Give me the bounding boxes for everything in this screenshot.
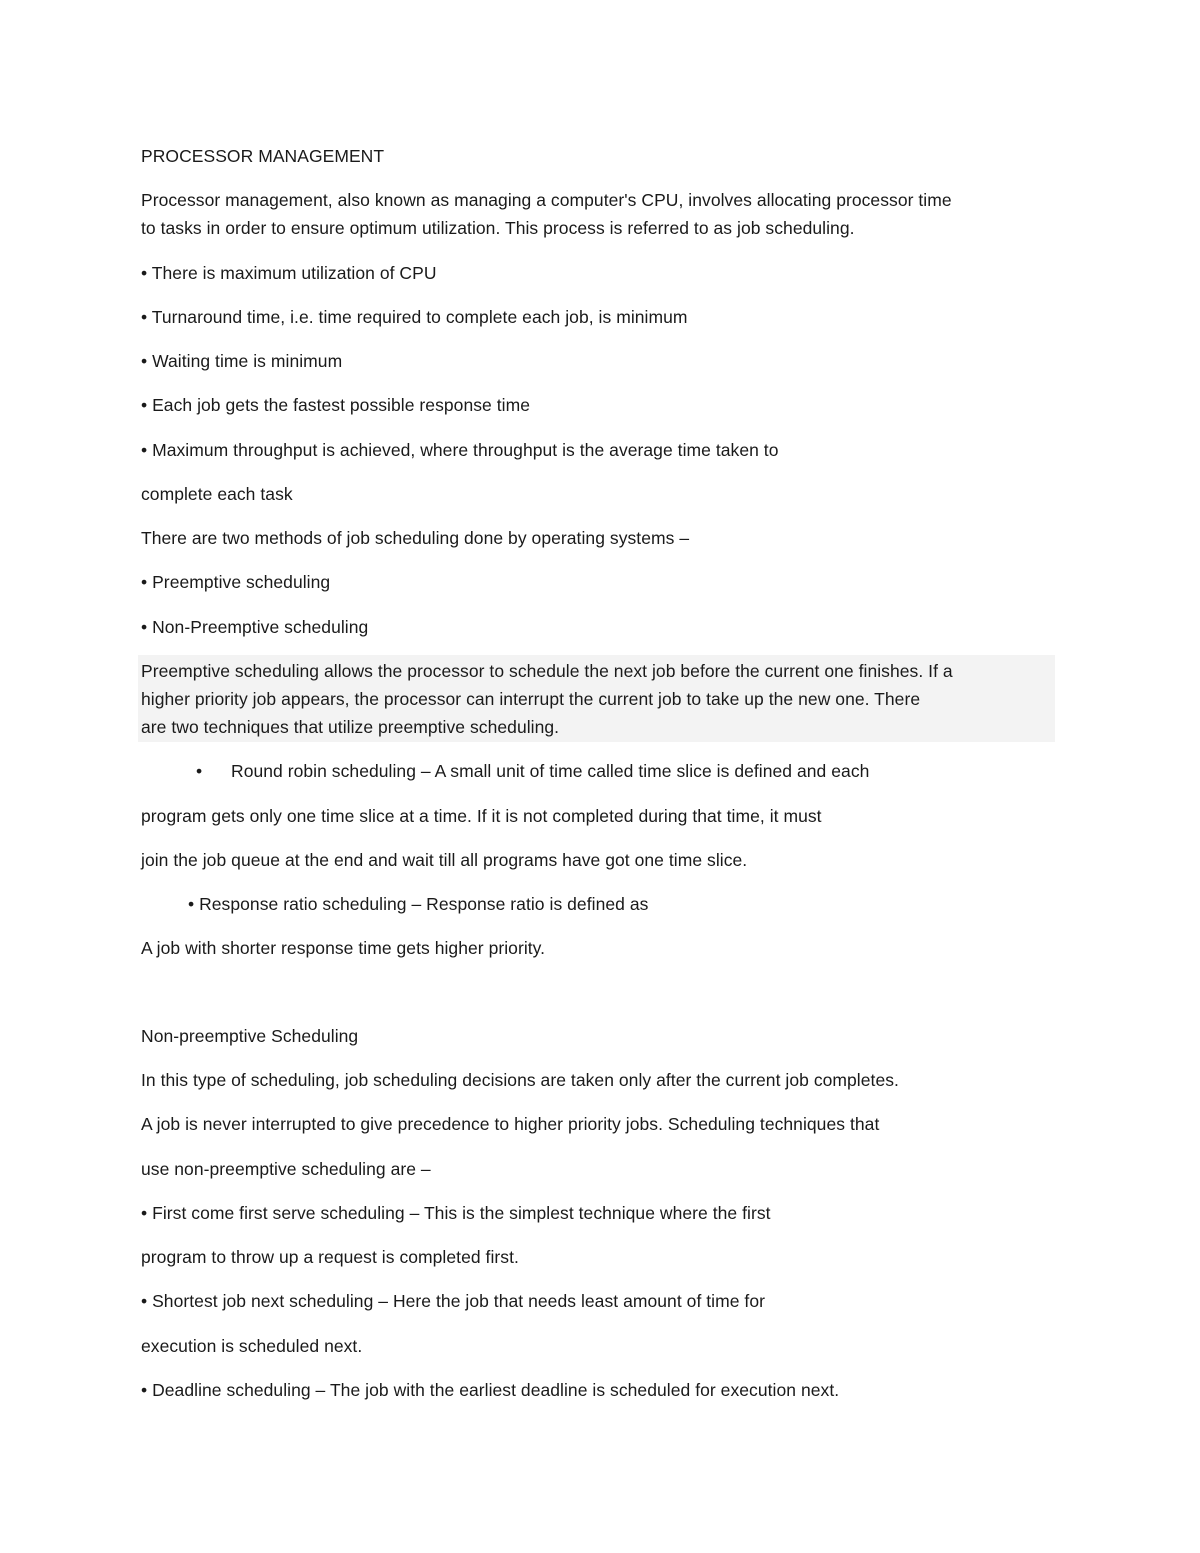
goal-item: • Each job gets the fastest possible response time bbox=[141, 395, 530, 415]
response-ratio-item: • Response ratio scheduling – Response ratio is defined as bbox=[188, 894, 649, 914]
intro-line: Processor management, also known as managing a computer's CPU, involves allocating processor time bbox=[141, 190, 952, 210]
nonpreemptive-paragraph-line: A job is never interrupted to give precedence to higher priority jobs. Scheduling techniques that bbox=[141, 1114, 880, 1134]
goal-item: • Waiting time is minimum bbox=[141, 351, 343, 371]
nonpreemptive-paragraph-line: In this type of scheduling, job scheduling decisions are taken only after the current job completes. bbox=[141, 1070, 899, 1090]
response-ratio-note: A job with shorter response time gets higher priority. bbox=[141, 938, 546, 958]
preemptive-paragraph-line: Preemptive scheduling allows the processor to schedule the next job before the current one finishes. If a bbox=[141, 661, 953, 681]
round-robin-continuation: program gets only one time slice at a time. If it is not completed during that time, it must bbox=[141, 806, 822, 826]
sjn-item: • Shortest job next scheduling – Here the job that needs least amount of time for bbox=[141, 1291, 766, 1311]
goal-item: • There is maximum utilization of CPU bbox=[141, 263, 437, 283]
nonpreemptive-paragraph-line: use non-preemptive scheduling are – bbox=[141, 1159, 431, 1179]
document-title: PROCESSOR MANAGEMENT bbox=[141, 146, 385, 166]
goal-item: • Turnaround time, i.e. time required to complete each job, is minimum bbox=[141, 307, 688, 327]
goal-item: • Maximum throughput is achieved, where throughput is the average time taken to bbox=[141, 440, 779, 460]
fcfs-continuation: program to throw up a request is completed first. bbox=[141, 1247, 519, 1267]
preemptive-paragraph-line: higher priority job appears, the processor can interrupt the current job to take up the new one. There bbox=[141, 689, 921, 709]
round-robin-continuation: join the job queue at the end and wait till all programs have got one time slice. bbox=[141, 850, 748, 870]
method-item: • Non-Preemptive scheduling bbox=[141, 617, 369, 637]
methods-intro: There are two methods of job scheduling done by operating systems – bbox=[141, 528, 690, 548]
preemptive-paragraph-line: are two techniques that utilize preemptive scheduling. bbox=[141, 717, 560, 737]
method-item: • Preemptive scheduling bbox=[141, 572, 331, 592]
deadline-item: • Deadline scheduling – The job with the earliest deadline is scheduled for execution next. bbox=[141, 1380, 840, 1400]
goal-continuation: complete each task bbox=[141, 484, 293, 504]
nonpreemptive-heading: Non-preemptive Scheduling bbox=[141, 1026, 359, 1046]
sjn-continuation: execution is scheduled next. bbox=[141, 1336, 363, 1356]
round-robin-first-line: Round robin scheduling – A small unit of time called time slice is defined and each bbox=[231, 761, 870, 781]
fcfs-item: • First come first serve scheduling – This is the simplest technique where the first bbox=[141, 1203, 771, 1223]
intro-line: to tasks in order to ensure optimum utilization. This process is referred to as job scheduling. bbox=[141, 218, 855, 238]
round-robin-bullet: • bbox=[196, 761, 203, 781]
